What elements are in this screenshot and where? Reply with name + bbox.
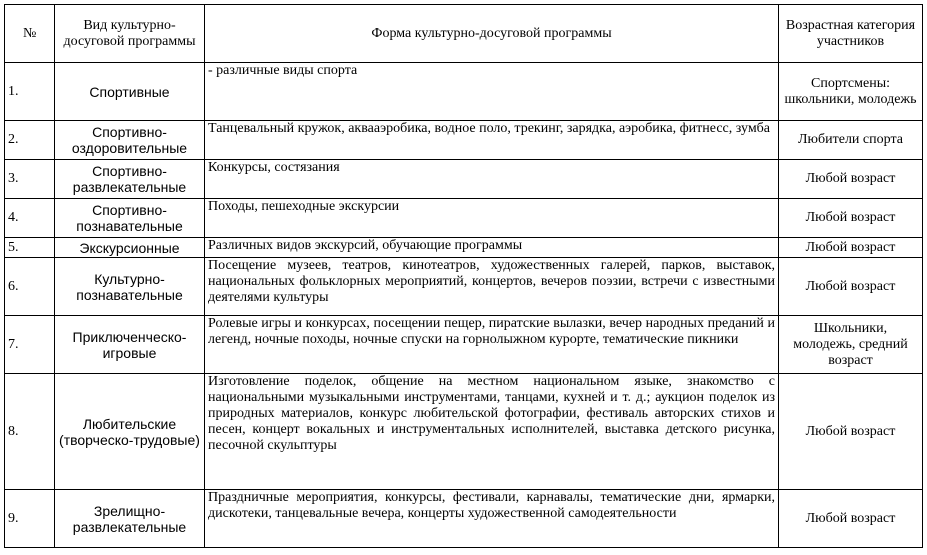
row-form: Изготовление поделок, общение на местном национальном языке, знакомство с национальными музыкальными инструментами, танцами, кухней и т. д.; аукцион поделок из природных материалов, конкурс любительской фотографии, фестиваль авторских стихов и песен, концерт вокальных и инструментальных исполнителей, выставка детского рисунка, песочной скульптуры bbox=[205, 374, 779, 490]
header-form: Форма культурно-досуговой программы bbox=[205, 5, 779, 63]
table-row bbox=[5, 199, 923, 238]
row-age: Любой возраст bbox=[779, 258, 923, 316]
row-form: Ролевые игры и конкурсах, посещении пещер, пиратские вылазки, вечер народных преданий и легенд, ночные походы, ночные спуски на горнолыжном курорте, тематические пикники bbox=[205, 316, 779, 374]
header-age: Возрастная категория участников bbox=[779, 5, 923, 63]
row-num: 3. bbox=[5, 160, 55, 199]
row-form: Конкурсы, состязания bbox=[205, 160, 779, 199]
row-age: Любой возраст bbox=[779, 199, 923, 238]
row-age: Любители спорта bbox=[779, 121, 923, 160]
header-type: Вид культурно-досуговой программы bbox=[55, 5, 205, 63]
row-num: 6. bbox=[5, 258, 55, 316]
row-num: 8. bbox=[5, 374, 55, 490]
row-age: Любой возраст bbox=[779, 374, 923, 490]
programs-table bbox=[4, 4, 923, 548]
row-num: 2. bbox=[5, 121, 55, 160]
row-type: Культурно-познавательные bbox=[55, 258, 205, 316]
table-row bbox=[5, 258, 923, 316]
row-type: Спортивно-развлекательные bbox=[55, 160, 205, 199]
row-form: Походы, пешеходные экскурсии bbox=[205, 199, 779, 238]
row-type: Экскурсионные bbox=[55, 238, 205, 258]
row-form: Праздничные мероприятия, конкурсы, фестивали, карнавалы, тематические дни, ярмарки, дискотеки, танцевальные вечера, концерты художественной самодеятельности bbox=[205, 490, 779, 548]
row-form: Различных видов экскурсий, обучающие программы bbox=[205, 238, 779, 258]
table-row bbox=[5, 63, 923, 121]
row-type: Спортивные bbox=[55, 63, 205, 121]
table-row bbox=[5, 490, 923, 548]
row-num: 5. bbox=[5, 238, 55, 258]
row-form: - различные виды спорта bbox=[205, 63, 779, 121]
table-header-row bbox=[5, 5, 923, 63]
table-row bbox=[5, 121, 923, 160]
row-num: 4. bbox=[5, 199, 55, 238]
row-num: 7. bbox=[5, 316, 55, 374]
table-row bbox=[5, 374, 923, 490]
row-type: Приключенческо-игровые bbox=[55, 316, 205, 374]
row-age: Любой возраст bbox=[779, 238, 923, 258]
row-num: 1. bbox=[5, 63, 55, 121]
row-form: Танцевальный кружок, аквааэробика, водное поло, трекинг, зарядка, аэробика, фитнесс, зумба bbox=[205, 121, 779, 160]
row-age: Школьники, молодежь, средний возраст bbox=[779, 316, 923, 374]
row-age: Любой возраст bbox=[779, 160, 923, 199]
row-num: 9. bbox=[5, 490, 55, 548]
row-age: Спортсмены: школьники, молодежь bbox=[779, 63, 923, 121]
header-num: № bbox=[5, 5, 55, 63]
table-row bbox=[5, 238, 923, 258]
row-type: Любительские (творческо-трудовые) bbox=[55, 374, 205, 490]
table-row bbox=[5, 316, 923, 374]
row-age: Любой возраст bbox=[779, 490, 923, 548]
row-type: Зрелищно-развлекательные bbox=[55, 490, 205, 548]
row-type: Спортивно-познавательные bbox=[55, 199, 205, 238]
row-type: Спортивно-оздоровительные bbox=[55, 121, 205, 160]
row-form: Посещение музеев, театров, кинотеатров, художественных галерей, парков, выставок, национальных фольклорных мероприятий, концертов, вечеров поэзии, встречи с известными деятелями культуры bbox=[205, 258, 779, 316]
table-row bbox=[5, 160, 923, 199]
